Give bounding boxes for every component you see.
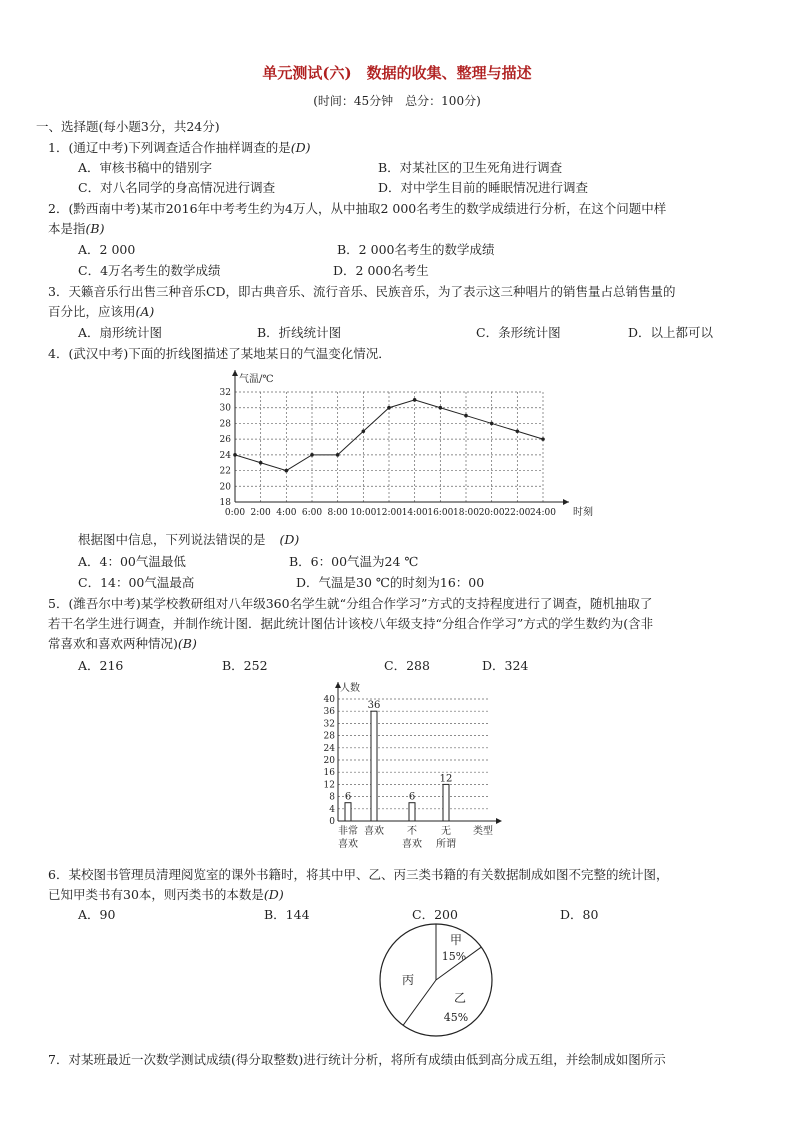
q4-after: 根据图中信息，下列说法错误的是 [78,532,266,547]
q4-option-c: C．14：00气温最高 [78,575,195,590]
q2-option-a: A．2 000 [78,242,136,257]
bar [443,784,449,821]
section-heading: 一、选择题(每小题3分，共24分) [36,119,220,134]
q6-option-c: C．200 [412,907,458,922]
q6-answer: (D) [263,887,284,902]
pie-slice-percent: 45% [443,1011,469,1024]
page-title: 单元测试(六) 数据的收集、整理与描述 [262,64,532,82]
q5-option-a: A．216 [78,658,124,673]
category-label: 喜欢 [338,839,358,850]
x-tick-label: 4:00 [276,508,297,518]
pie-slice-label: 甲 [449,933,463,947]
q3-option-c: C．条形统计图 [476,325,561,340]
y-tick-label: 32 [219,388,231,398]
data-point [310,453,314,457]
category-label: 无 [441,826,451,837]
category-label: 喜欢 [364,826,384,837]
q5-option-c: C．288 [384,658,430,673]
bar-value-label: 6 [344,791,352,803]
q5-stem3: 常喜欢和喜欢两种情况) [48,636,178,651]
question-5-line3 [48,634,197,652]
category-label: 不 [407,826,417,837]
q1-answer: (D) [290,140,311,155]
x-tick-label: 20:00 [478,508,505,518]
y-tick-label: 40 [323,695,335,705]
x-tick-label: 12:00 [376,508,402,518]
book-category-pie-chart [374,922,504,1040]
bar [371,711,377,821]
q5-stem: 5．(潍吾尔中考)某学校教研组对八年级360名学生就“分组合作学习”方式的支持程度进行了调查，随机抽取了 [48,596,653,611]
data-point [541,437,545,441]
y-tick-label: 32 [323,719,335,730]
y-tick-label: 28 [219,419,231,430]
question-4-after [78,530,299,548]
pie-slice-percent: 15% [441,950,467,963]
x-axis-label: 时刻 [573,507,593,518]
y-tick-label: 8 [329,792,335,803]
x-tick-label: 18:00 [453,508,479,518]
x-tick-label: 10:00 [350,508,377,518]
q3-stem2: 百分比，应该用 [48,304,136,319]
y-tick-label: 28 [323,731,335,742]
y-tick-label: 36 [323,707,335,718]
pie-slice-label: 乙 [453,991,467,1005]
q6-stem2: 已知甲类书有30本，则丙类书的本数是 [48,887,264,902]
data-point [387,406,391,410]
q1-stem: 1．(通辽中考)下列调查适合作抽样调查的是 [48,140,291,155]
q1-option-c: C．对八名同学的身高情况进行调查 [78,180,276,195]
temperature-line-chart [210,366,610,522]
q5-option-b: B．252 [222,658,268,673]
data-point [439,406,443,410]
x-tick-label: 0:00 [224,508,246,518]
q1-option-b: B．对某社区的卫生死角进行调查 [378,160,563,175]
q4-answer: (D) [279,532,300,547]
q2-option-b: B．2 000名考生的数学成绩 [337,242,495,257]
q6-option-d: D．80 [560,907,599,922]
q2-stem: 2．(黔西南中考)某市2016年中考考生约为4万人，从中抽取2 000名考生的数学成绩进行分析，在这个问题中样 [48,201,667,216]
x-tick-label: 24:00 [530,508,556,518]
q6-option-b: B．144 [264,907,310,922]
question-1 [48,138,311,156]
bar-value-label: 36 [367,700,381,712]
x-tick-label: 14:00 [401,508,428,518]
y-tick-label: 24 [323,743,335,754]
category-label: 非常 [338,826,358,837]
data-point [336,453,340,457]
question-3-line2 [48,302,154,320]
q7-stem: 7．对某班最近一次数学测试成绩(得分取整数)进行统计分析，将所有成绩由低到高分成五组，并绘制成如图所示 [48,1052,666,1067]
q4-stem: 4．(武汉中考)下面的折线图描述了某地某日的气温变化情况． [48,346,391,361]
y-tick-label: 20 [219,482,231,493]
q1-option-d: D．对中学生目前的睡眠情况进行调查 [378,180,589,195]
bar-value-label: 12 [439,773,453,785]
question-6-line2 [48,885,284,903]
data-point [516,429,520,433]
q4-option-b: B．6：00气温为24 ℃ [289,554,419,569]
q6-stem: 6．某校图书管理员清理阅览室的课外书籍时，将其中甲、乙、丙三类书籍的有关数据制成如图不完整的统计图， [48,867,669,882]
data-point [490,422,494,426]
y-tick-label: 4 [329,804,335,815]
data-point [259,461,263,465]
y-tick-label: 18 [219,498,231,508]
bar [409,803,415,821]
x-tick-label: 8:00 [327,508,348,518]
q5-stem2: 若干名学生进行调查，并制作统计图．据此统计图估计该校八年级支持“分组合作学习”方式的学生数约为(含非 [48,616,654,631]
q2-stem2: 本是指 [48,221,86,236]
data-point [464,414,468,418]
q1-option-a: A．审核书稿中的错别字 [78,160,213,175]
q3-stem: 3．天籁音乐行出售三种音乐CD，即古典音乐、流行音乐、民族音乐，为了表示这三种唱片的销售量占总销售量的 [48,284,676,299]
q2-option-c: C．4万名考生的数学成绩 [78,263,221,278]
x-axis-arrow [563,499,569,505]
y-tick-label: 0 [329,817,335,827]
attitude-bar-chart [318,680,508,858]
data-point [285,469,289,473]
x-axis-arrow [496,818,502,824]
q2-answer: (B) [85,221,105,236]
q5-answer: (B) [177,636,197,651]
y-tick-label: 20 [323,756,335,766]
x-axis-label: 类型 [473,826,493,837]
y-axis-label: 人数 [340,683,360,694]
temperature-series-line [235,400,543,471]
category-label: 喜欢 [402,839,422,850]
x-tick-label: 2:00 [250,508,271,518]
y-axis-label: 气温/℃ [239,374,274,385]
y-axis-arrow [232,370,238,376]
y-tick-label: 30 [219,403,231,414]
data-point [362,429,366,433]
data-point [413,398,417,402]
y-tick-label: 16 [323,768,335,779]
bar [345,803,351,821]
y-tick-label: 12 [323,780,335,791]
q4-option-d: D．气温是30 ℃的时刻为16：00 [296,575,485,590]
page-subtitle: (时间：45分钟 总分：100分) [313,94,481,108]
q3-answer: (A) [135,304,155,319]
category-label: 所谓 [436,839,456,850]
data-point [233,453,237,457]
q3-option-b: B．折线统计图 [257,325,342,340]
question-2-line2 [48,219,104,237]
pie-slice-label: 丙 [401,973,415,987]
q6-option-a: A．90 [78,907,116,922]
x-tick-label: 22:00 [504,508,531,518]
y-tick-label: 24 [219,450,231,461]
q2-option-d: D．2 000名考生 [333,263,429,278]
q4-option-a: A．4：00气温最低 [78,554,186,569]
y-tick-label: 22 [219,466,231,477]
x-tick-label: 16:00 [427,508,454,518]
x-tick-label: 6:00 [301,508,323,518]
bar-value-label: 6 [408,791,416,803]
q3-option-d: D．以上都可以 [628,325,714,340]
y-tick-label: 26 [219,435,231,446]
q5-option-d: D．324 [482,658,529,673]
q3-option-a: A．扇形统计图 [78,325,163,340]
